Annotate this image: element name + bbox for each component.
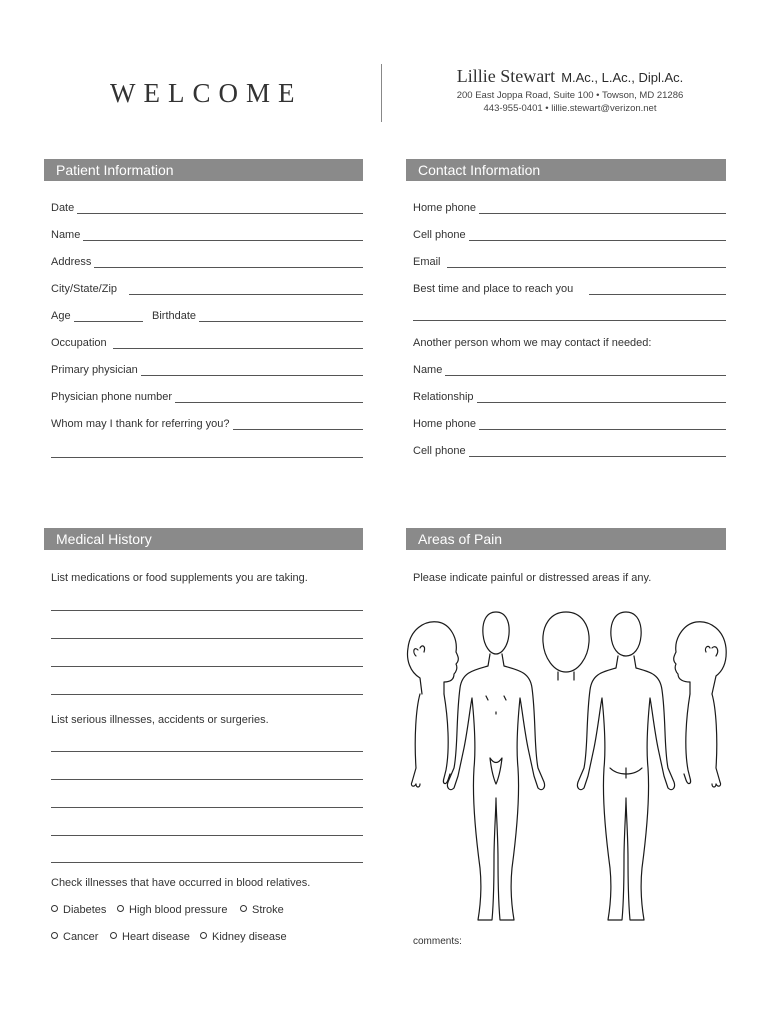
- checkbox-label: Stroke: [252, 904, 284, 916]
- radio-circle-icon[interactable]: [240, 905, 247, 912]
- physician-phone-label: Physician phone number: [51, 391, 175, 403]
- address-line[interactable]: [91, 267, 363, 268]
- illnesses-line[interactable]: [51, 835, 363, 836]
- practitioner-credentials: M.Ac., L.Ac., Dipl.Ac.: [561, 70, 684, 85]
- contact-cell-phone-label: Cell phone: [413, 445, 469, 457]
- home-phone-label: Home phone: [413, 202, 479, 214]
- contact-cell-phone-line[interactable]: [469, 456, 726, 457]
- contact-home-phone-field[interactable]: [413, 415, 726, 431]
- radio-circle-icon[interactable]: [200, 932, 207, 939]
- hands-left[interactable]: [411, 694, 450, 787]
- checkbox-heart-disease[interactable]: [110, 931, 190, 943]
- contact-home-phone-line[interactable]: [479, 429, 726, 430]
- referral-line[interactable]: [233, 429, 363, 430]
- email-field[interactable]: [413, 253, 726, 269]
- medications-line[interactable]: [51, 666, 363, 667]
- address-label: Address: [51, 256, 94, 268]
- medications-line[interactable]: [51, 610, 363, 611]
- home-phone-line[interactable]: [479, 213, 726, 214]
- areas-of-pain-header: Areas of Pain: [406, 528, 726, 550]
- body-back[interactable]: [577, 612, 674, 920]
- cell-phone-label: Cell phone: [413, 229, 469, 241]
- header-divider: [381, 64, 382, 122]
- checkbox-label: Kidney disease: [212, 931, 287, 943]
- city-state-zip-field[interactable]: [51, 280, 363, 296]
- name-field[interactable]: [51, 226, 363, 242]
- contact-cell-phone-field[interactable]: [413, 442, 726, 458]
- practitioner-contact: 443-955-0401 • lillie.stewart@verizon.net: [483, 102, 657, 114]
- illnesses-line[interactable]: [51, 807, 363, 808]
- body-diagram[interactable]: [398, 608, 728, 928]
- head-right-profile[interactable]: [674, 622, 726, 694]
- comments-label: comments:: [413, 936, 462, 947]
- date-label: Date: [51, 202, 77, 214]
- practitioner-name: Lillie Stewart: [456, 66, 556, 86]
- contact-name-line[interactable]: [445, 375, 726, 376]
- illnesses-label: List serious illnesses, accidents or surgeries.: [51, 714, 269, 726]
- hands-right[interactable]: [684, 694, 721, 787]
- cell-phone-line[interactable]: [469, 240, 726, 241]
- physician-phone-line[interactable]: [169, 402, 363, 403]
- date-field[interactable]: [51, 199, 363, 215]
- medical-history-header: Medical History: [44, 528, 363, 550]
- relationship-label: Relationship: [413, 391, 477, 403]
- checkbox-stroke[interactable]: [240, 904, 284, 916]
- primary-physician-label: Primary physician: [51, 364, 141, 376]
- best-time-line[interactable]: [589, 294, 726, 295]
- age-field[interactable]: [51, 307, 143, 323]
- email-line[interactable]: [447, 267, 726, 268]
- cell-phone-field[interactable]: [413, 226, 726, 242]
- illnesses-line[interactable]: [51, 751, 363, 752]
- another-person-label: Another person whom we may contact if needed:: [413, 337, 652, 349]
- best-time-extra-line[interactable]: [413, 320, 726, 321]
- body-front[interactable]: [447, 612, 544, 920]
- date-line[interactable]: [75, 213, 363, 214]
- occupation-field[interactable]: [51, 334, 363, 350]
- checkbox-diabetes[interactable]: [51, 904, 106, 916]
- referral-field[interactable]: [51, 415, 363, 431]
- blood-relatives-label: Check illnesses that have occurred in blood relatives.: [51, 877, 311, 889]
- medications-label: List medications or food supplements you are taking.: [51, 572, 308, 584]
- occupation-line[interactable]: [113, 348, 363, 349]
- checkbox-cancer[interactable]: [51, 931, 98, 943]
- occupation-label: Occupation: [51, 337, 110, 349]
- contact-name-field[interactable]: [413, 361, 726, 377]
- age-label: Age: [51, 310, 74, 322]
- checkbox-label: Cancer: [63, 931, 99, 943]
- checkbox-label: Diabetes: [63, 904, 107, 916]
- contact-home-phone-label: Home phone: [413, 418, 479, 430]
- primary-physician-field[interactable]: [51, 361, 363, 377]
- practitioner-address: 200 East Joppa Road, Suite 100 • Towson, MD 21286: [456, 90, 684, 101]
- head-front[interactable]: [543, 612, 589, 680]
- birthdate-line[interactable]: [198, 321, 363, 322]
- checkbox-label: Heart disease: [122, 931, 190, 943]
- address-field[interactable]: [51, 253, 363, 269]
- referral-extra-line[interactable]: [51, 457, 363, 458]
- practitioner-name-line: [400, 66, 740, 87]
- radio-circle-icon[interactable]: [51, 905, 58, 912]
- relationship-line[interactable]: [475, 402, 726, 403]
- head-left-profile[interactable]: [408, 622, 459, 694]
- contact-name-label: Name: [413, 364, 445, 376]
- physician-phone-field[interactable]: [51, 388, 363, 404]
- referral-label: Whom may I thank for referring you?: [51, 418, 233, 430]
- contact-info-header: Contact Information: [406, 159, 726, 181]
- illnesses-line[interactable]: [51, 779, 363, 780]
- relationship-field[interactable]: [413, 388, 726, 404]
- birthdate-label: Birthdate: [152, 310, 199, 322]
- checkbox-kidney-disease[interactable]: [200, 931, 287, 943]
- city-state-zip-label: City/State/Zip: [51, 283, 120, 295]
- best-time-field[interactable]: [413, 280, 726, 296]
- name-line[interactable]: [81, 240, 363, 241]
- checkbox-label: High blood pressure: [129, 904, 228, 916]
- email-label: Email: [413, 256, 444, 268]
- illnesses-line[interactable]: [51, 862, 363, 863]
- radio-circle-icon[interactable]: [110, 932, 117, 939]
- city-state-zip-line[interactable]: [129, 294, 363, 295]
- radio-circle-icon[interactable]: [117, 905, 124, 912]
- age-line[interactable]: [73, 321, 143, 322]
- checkbox-high-blood-pressure[interactable]: [117, 904, 227, 916]
- radio-circle-icon[interactable]: [51, 932, 58, 939]
- medications-line[interactable]: [51, 694, 363, 695]
- primary-physician-line[interactable]: [141, 375, 363, 376]
- practitioner-block: [400, 66, 740, 115]
- home-phone-field[interactable]: [413, 199, 726, 215]
- name-label: Name: [51, 229, 83, 241]
- welcome-heading: WELCOME: [110, 78, 303, 108]
- best-time-label: Best time and place to reach you: [413, 283, 576, 295]
- pain-instruction: Please indicate painful or distressed areas if any.: [413, 572, 652, 584]
- patient-info-header: Patient Information: [44, 159, 363, 181]
- birthdate-field[interactable]: [152, 307, 363, 323]
- medications-line[interactable]: [51, 638, 363, 639]
